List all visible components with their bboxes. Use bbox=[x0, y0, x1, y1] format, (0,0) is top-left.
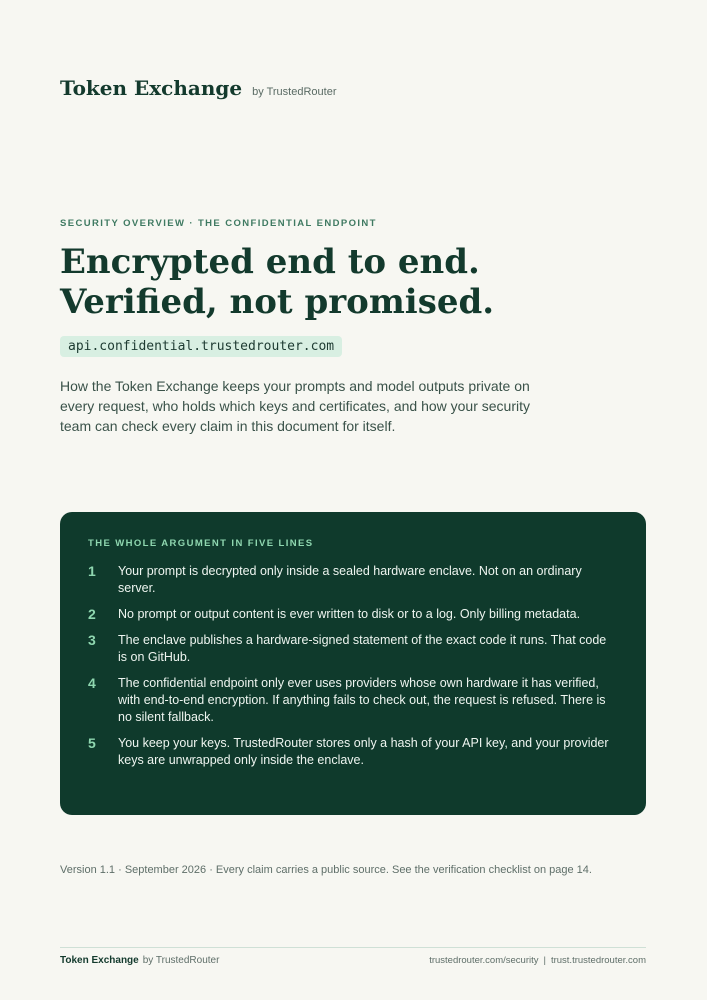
summary-point bbox=[88, 563, 618, 597]
intro-paragraph: How the Token Exchange keeps your prompts and model outputs private on every request, who holds which keys and certificates, and how your security team can check every claim in this document for itself. bbox=[60, 378, 531, 434]
summary-point bbox=[88, 606, 618, 623]
summary-point bbox=[88, 735, 618, 769]
summary-point bbox=[88, 675, 618, 726]
headline-line-2: Verified, not promised. bbox=[60, 282, 495, 322]
footer-link-security[interactable]: trustedrouter.com/security bbox=[429, 955, 539, 966]
point-text: Your prompt is decrypted only inside a sealed hardware enclave. Not on an ordinary server. bbox=[118, 564, 582, 595]
point-text: You keep your keys. TrustedRouter stores only a hash of your API key, and your provider keys are unwrapped only inside the enclave. bbox=[118, 736, 609, 767]
footer-brand bbox=[60, 955, 219, 966]
headline-line-1: Encrypted end to end. bbox=[60, 242, 480, 282]
summary-point bbox=[88, 632, 618, 666]
endpoint-badge: api.confidential.trustedrouter.com bbox=[60, 336, 342, 357]
footer-divider bbox=[60, 947, 646, 948]
section-eyebrow: SECURITY OVERVIEW · THE CONFIDENTIAL ENDPOINT bbox=[60, 218, 377, 229]
footer-links bbox=[429, 955, 646, 966]
footer-separator: | bbox=[543, 955, 546, 966]
summary-card bbox=[60, 512, 646, 815]
footer-brand-by: by TrustedRouter bbox=[142, 955, 220, 966]
summary-title: THE WHOLE ARGUMENT IN FIVE LINES bbox=[88, 538, 314, 549]
version-line: Version 1.1 · September 2026 · Every claim carries a public source. See the verification checklist on page 14. bbox=[60, 864, 592, 876]
brand-name: Token Exchange bbox=[60, 76, 243, 100]
point-number: 1 bbox=[88, 563, 96, 579]
brand-by: by TrustedRouter bbox=[252, 86, 337, 98]
point-text: No prompt or output content is ever written to disk or to a log. Only billing metadata. bbox=[118, 607, 581, 621]
footer-brand-name: Token Exchange bbox=[60, 955, 139, 966]
header-brand bbox=[60, 76, 336, 100]
point-text: The enclave publishes a hardware-signed statement of the exact code it runs. That code is on GitHub. bbox=[118, 633, 607, 664]
point-number: 3 bbox=[88, 632, 96, 648]
footer-link-trust[interactable]: trust.trustedrouter.com bbox=[550, 955, 646, 966]
point-number: 2 bbox=[88, 606, 96, 622]
point-number: 4 bbox=[88, 675, 96, 691]
point-number: 5 bbox=[88, 735, 96, 751]
page-title bbox=[60, 242, 660, 322]
point-text: The confidential endpoint only ever uses providers whose own hardware it has verified, with end-to-end encryption. If anything fails to check out, the request is refused. There is no silent fallback. bbox=[118, 676, 606, 724]
